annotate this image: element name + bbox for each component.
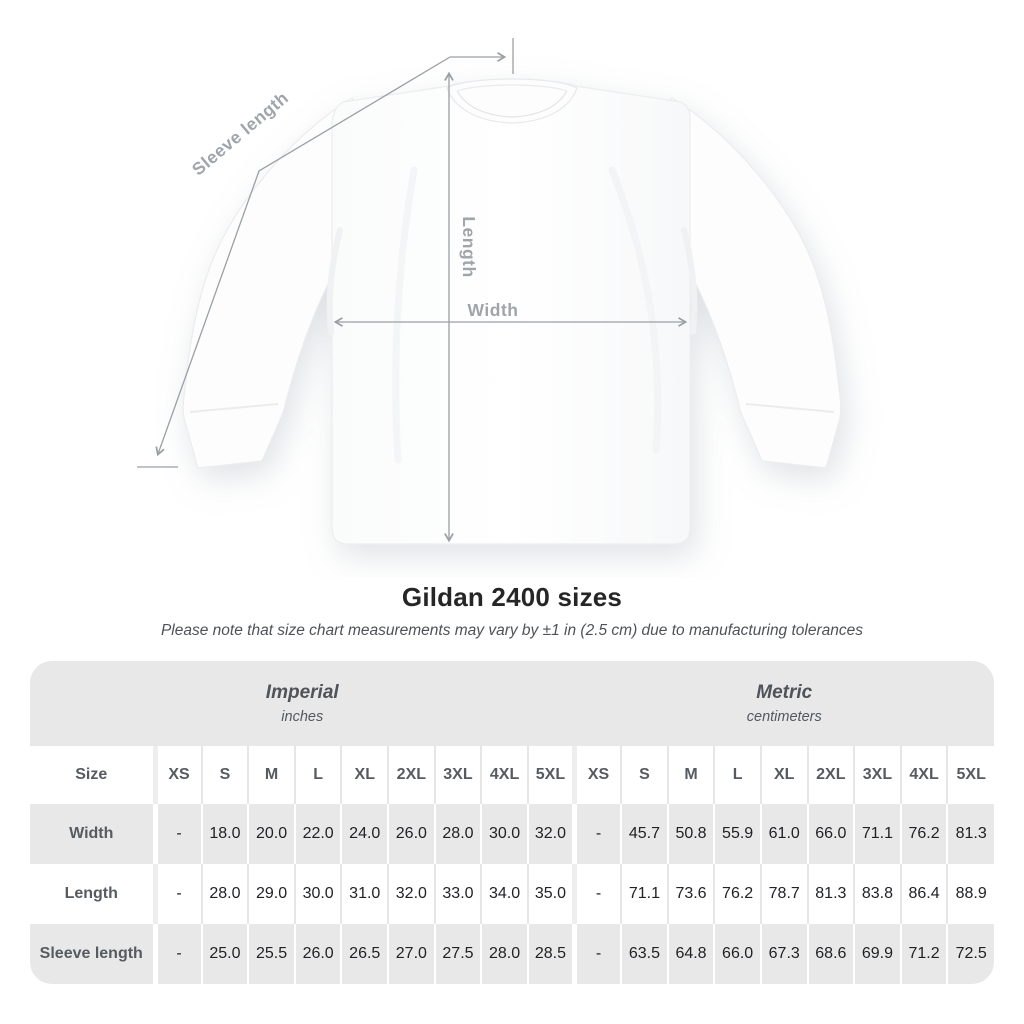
size-cell: 27.0 [388,924,435,984]
size-column-header: Size [30,746,155,804]
size-cell: 45.7 [621,804,668,864]
size-cell: 88.9 [947,864,994,924]
imperial-group-header [30,661,574,746]
metric-group-title: Metric [756,682,813,703]
row-label: Width [30,804,155,864]
size-cell: 34.0 [481,864,528,924]
size-cell: 66.0 [714,924,761,984]
size-cell: 76.2 [901,804,948,864]
size-cell: 24.0 [341,804,388,864]
size-cell: 28.0 [435,804,482,864]
size-cell: 35.0 [528,864,575,924]
table-row-length [30,864,994,924]
imperial-group-subtitle: inches [281,709,324,725]
size-cell: 76.2 [714,864,761,924]
table-row-width [30,804,994,864]
page-title: Gildan 2400 sizes [401,582,623,612]
size-header-cell: L [295,746,342,804]
size-cell: 26.0 [388,804,435,864]
size-cell: - [574,864,621,924]
size-header-cell: XL [761,746,808,804]
size-cell: 64.8 [668,924,715,984]
size-cell: 30.0 [295,864,342,924]
size-cell: 61.0 [761,804,808,864]
size-cell: 27.5 [435,924,482,984]
size-cell: 26.5 [341,924,388,984]
size-cell: 25.5 [248,924,295,984]
size-cell: - [155,924,202,984]
size-header-cell: S [621,746,668,804]
size-cell: 66.0 [808,804,855,864]
metric-group-subtitle: centimeters [746,709,822,725]
size-header-cell: 4XL [901,746,948,804]
size-cell: - [155,804,202,864]
size-header-row [30,746,994,804]
size-cell: 29.0 [248,864,295,924]
tolerance-note: Please note that size chart measurements may vary by ±1 in (2.5 cm) due to manufacturing tolerances [160,622,864,639]
size-header-cell: S [202,746,249,804]
size-cell: 78.7 [761,864,808,924]
size-cell: 26.0 [295,924,342,984]
size-cell: 33.0 [435,864,482,924]
size-cell: 67.3 [761,924,808,984]
size-cell: 63.5 [621,924,668,984]
size-cell: 18.0 [202,804,249,864]
size-header-cell: M [668,746,715,804]
size-cell: 30.0 [481,804,528,864]
size-cell: 28.0 [202,864,249,924]
size-cell: - [574,804,621,864]
size-cell: 81.3 [808,864,855,924]
imperial-group-title: Imperial [265,682,339,703]
size-cell: 50.8 [668,804,715,864]
size-cell: 71.1 [621,864,668,924]
chart-heading [0,582,1024,640]
metric-group-header [574,661,994,746]
size-header-cell: 2XL [808,746,855,804]
size-header-cell: XL [341,746,388,804]
size-cell: 28.0 [481,924,528,984]
length-label: Length [459,216,479,278]
size-cell: 72.5 [947,924,994,984]
size-cell: 32.0 [528,804,575,864]
unit-group-row [30,661,994,746]
size-header-cell: 5XL [947,746,994,804]
size-cell: 71.1 [854,804,901,864]
sleeve-length-label: Sleeve length [188,87,293,180]
size-header-cell: M [248,746,295,804]
size-header-cell: XS [155,746,202,804]
row-label: Length [30,864,155,924]
size-cell: - [574,924,621,984]
size-cell: 81.3 [947,804,994,864]
size-cell: 28.5 [528,924,575,984]
width-label: Width [467,300,519,320]
size-header-cell: 4XL [481,746,528,804]
size-cell: 22.0 [295,804,342,864]
size-cell: 71.2 [901,924,948,984]
table-row-sleeve-length [30,924,994,984]
size-cell: 73.6 [668,864,715,924]
size-cell: 86.4 [901,864,948,924]
size-cell: - [155,864,202,924]
size-header-cell: L [714,746,761,804]
size-header-cell: 3XL [435,746,482,804]
size-table-container [30,661,994,984]
size-cell: 25.0 [202,924,249,984]
size-cell: 32.0 [388,864,435,924]
size-cell: 83.8 [854,864,901,924]
size-header-cell: 2XL [388,746,435,804]
size-header-cell: XS [574,746,621,804]
size-header-cell: 3XL [854,746,901,804]
size-table [30,661,994,984]
size-header-cell: 5XL [528,746,575,804]
size-cell: 20.0 [248,804,295,864]
size-cell: 69.9 [854,924,901,984]
row-label: Sleeve length [30,924,155,984]
size-cell: 68.6 [808,924,855,984]
size-cell: 55.9 [714,804,761,864]
size-cell: 31.0 [341,864,388,924]
